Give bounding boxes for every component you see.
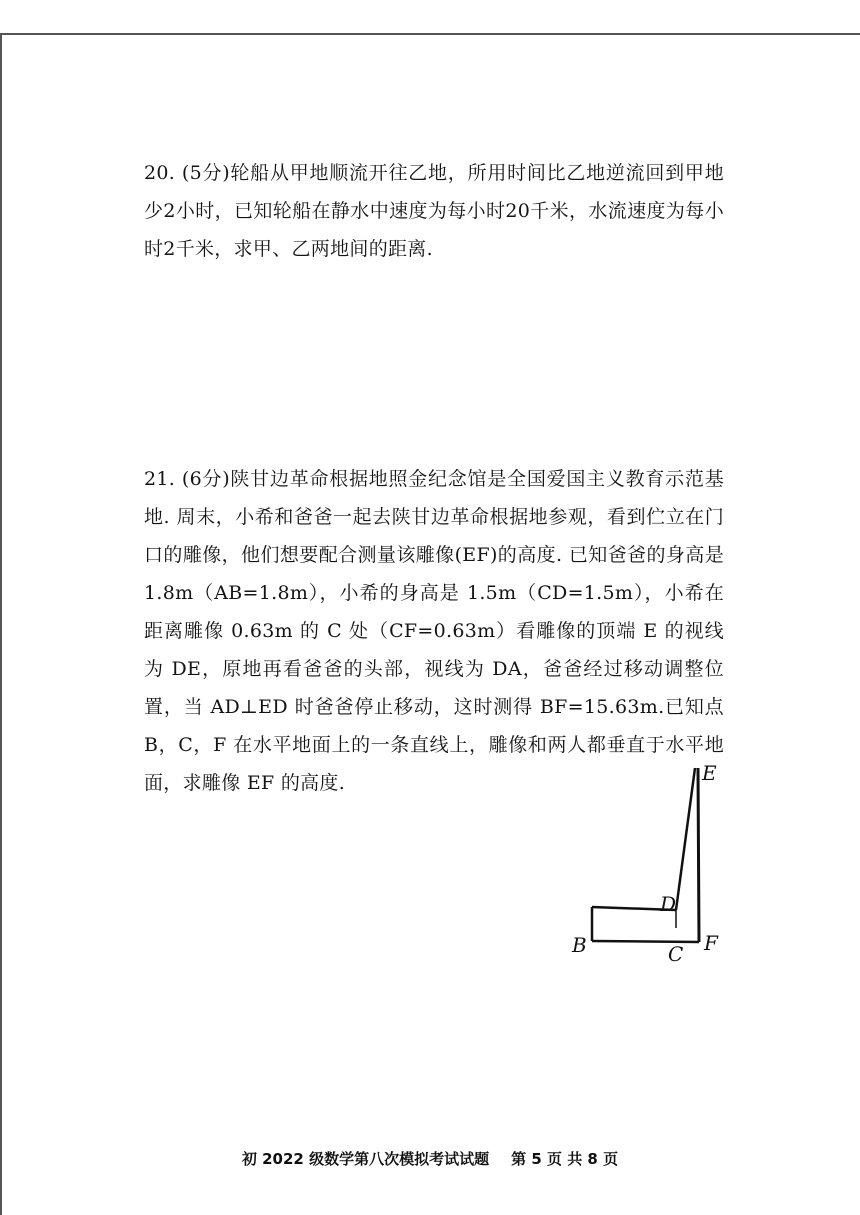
question-21-text: 21. (6分)陕甘边革命根据地照金纪念馆是全国爱国主义教育示范基地. 周末，小希和爸爸一起去陕甘边革命根据地参观，看到伫立在门口的雕像，他们想要配合测量该雕像(EF)的高度. 已知爸爸的身高是 1.8m（AB=1.8m），小希的身高是 1.5m（CD=1.5m），小希在距离雕像 0.63m 的 C 处（CF=0.63m）看雕像的顶端 E 的视线为 DE，原地再看爸爸的头部，视线为 DA，爸爸经过移动调整位置，当 AD⊥ED 时爸爸停止移动，这时测得 BF=15.63m.已知点 B，C，F 在水平地面上的一条直线上，雕像和两人都垂直于水平地面，求雕像 EF 的高度. bbox=[144, 468, 724, 794]
segment-de bbox=[676, 768, 695, 910]
question-20-text: 20. (5分)轮船从甲地顺流开往乙地，所用时间比乙地逆流回到甲地少2小时，已知轮船在静水中速度为每小时20千米，水流速度为每小时2千米，求甲、乙两地间的距离. bbox=[144, 162, 724, 260]
page-footer bbox=[0, 1148, 860, 1169]
page-border-top bbox=[0, 33, 860, 35]
label-e: E bbox=[702, 761, 717, 785]
label-d: D bbox=[660, 892, 677, 916]
label-c: C bbox=[668, 942, 684, 966]
page-border-left bbox=[0, 33, 2, 1215]
statue-measurement-diagram bbox=[560, 760, 730, 970]
label-f: F bbox=[704, 931, 718, 955]
segment-ef bbox=[698, 768, 699, 942]
label-b: B bbox=[572, 933, 587, 957]
question-21 bbox=[144, 460, 724, 802]
exam-title: 初 2022 级数学第八次模拟考试试题 bbox=[241, 1150, 490, 1168]
page-number: 第 5 页 共 8 页 bbox=[511, 1150, 619, 1168]
geometry-figure bbox=[560, 760, 730, 970]
question-20 bbox=[144, 154, 724, 268]
